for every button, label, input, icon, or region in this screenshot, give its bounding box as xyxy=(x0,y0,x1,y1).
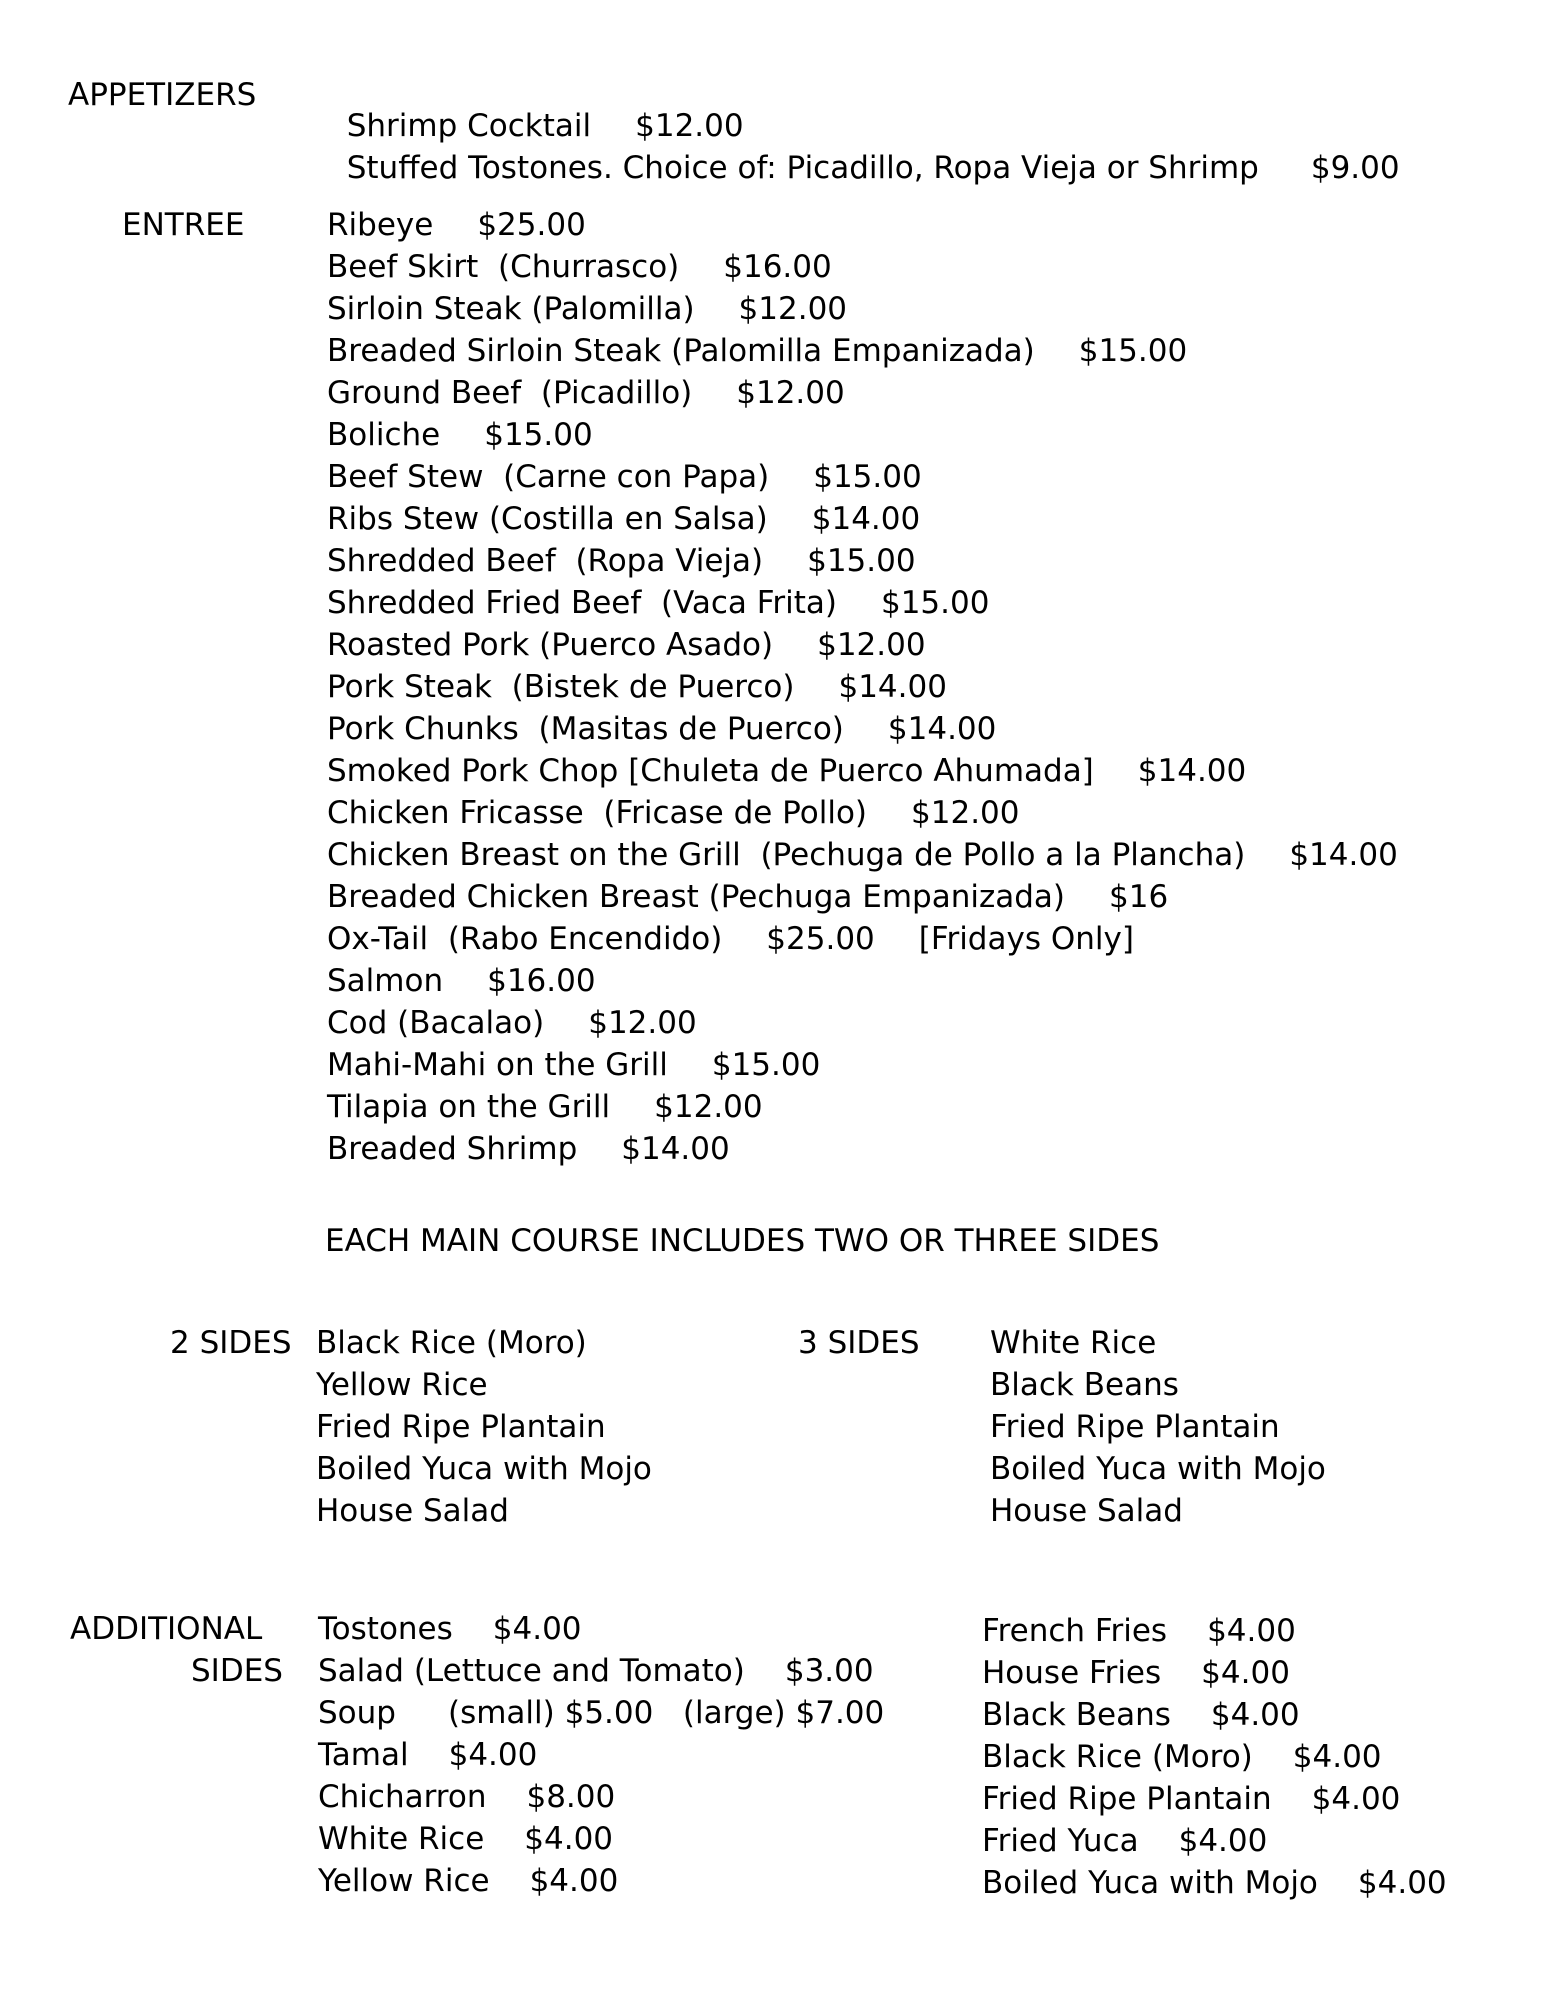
item-name: Breaded Sirloin Steak (Palomilla Empanizada) xyxy=(327,333,1035,369)
item-name: Black Beans xyxy=(982,1697,1171,1733)
item-name: Sirloin Steak (Palomilla) xyxy=(327,291,695,327)
item-name: House Salad xyxy=(316,1493,509,1529)
list-item xyxy=(327,501,921,537)
item-name: White Rice xyxy=(318,1821,485,1857)
item-name: Chicken Breast on the Grill (Pechuga de Pollo a la Plancha) xyxy=(327,837,1246,873)
list-item xyxy=(990,1325,1157,1361)
item-price: $12.00 xyxy=(738,291,848,327)
list-item xyxy=(327,837,1398,873)
item-name: Boiled Yuca with Mojo xyxy=(316,1451,652,1487)
item-price: $4.00 xyxy=(448,1737,538,1773)
two-sides-heading: 2 SIDES xyxy=(170,1325,292,1361)
item-name: Chicharron xyxy=(318,1779,487,1815)
item-name: Tamal xyxy=(318,1737,409,1773)
item-price: $16.00 xyxy=(723,249,832,285)
item-name: Ground Beef (Picadillo) xyxy=(327,375,693,411)
list-item xyxy=(318,1611,582,1647)
item-name: House Fries xyxy=(982,1655,1162,1691)
item-name: Yellow Rice xyxy=(316,1367,488,1403)
item-price: $25.00 xyxy=(766,921,875,957)
item-name: Fried Ripe Plantain xyxy=(316,1409,606,1445)
list-item xyxy=(327,1089,763,1125)
item-name: Roasted Pork (Puerco Asado) xyxy=(327,627,774,663)
item-price: $14.00 xyxy=(621,1131,730,1167)
list-item xyxy=(327,921,1134,957)
item-name: Tostones xyxy=(318,1611,453,1647)
list-item xyxy=(327,459,922,495)
list-item xyxy=(327,122,1400,184)
item-name: Tilapia on the Grill xyxy=(327,1089,611,1125)
list-item xyxy=(316,1367,488,1403)
list-item xyxy=(327,291,848,327)
list-item xyxy=(982,1739,1382,1775)
item-price: $4.00 xyxy=(1201,1655,1290,1691)
item-price: $8.00 xyxy=(526,1779,616,1815)
item-name: Soup xyxy=(318,1695,396,1731)
item-price: $15.00 xyxy=(813,459,922,495)
list-item xyxy=(318,1737,538,1773)
item-name: Yellow Rice xyxy=(318,1863,490,1899)
list-item xyxy=(318,1779,616,1815)
item-name: Smoked Pork Chop [Chuleta de Puerco Ahumada] xyxy=(327,753,1094,789)
item-price: $12.00 xyxy=(588,1005,697,1041)
list-item xyxy=(327,207,586,243)
item-name: Fried Ripe Plantain xyxy=(990,1409,1280,1445)
list-item xyxy=(327,669,947,705)
item-price: $14.00 xyxy=(811,501,921,537)
item-price: $15.00 xyxy=(880,585,990,621)
entree-heading: ENTREE xyxy=(122,207,245,243)
list-item xyxy=(327,963,596,999)
item-name: Pork Steak (Bistek de Puerco) xyxy=(327,669,795,705)
item-note: [Fridays Only] xyxy=(918,921,1134,957)
item-price: $14.00 xyxy=(1289,837,1398,873)
item-price: $12.00 xyxy=(911,795,1020,831)
list-item xyxy=(990,1367,1179,1403)
item-name: Breaded Shrimp xyxy=(327,1131,578,1167)
list-item xyxy=(327,333,1188,369)
three-sides-heading: 3 SIDES xyxy=(798,1325,920,1361)
item-price: $4.00 xyxy=(1207,1613,1296,1649)
list-item xyxy=(318,1695,885,1731)
list-item xyxy=(327,711,997,747)
list-item xyxy=(990,1451,1326,1487)
item-price: $14.00 xyxy=(838,669,947,705)
list-item xyxy=(982,1697,1300,1733)
item-name: White Rice xyxy=(990,1325,1157,1361)
item-price: $4.00 xyxy=(1210,1697,1300,1733)
item-name: Fried Yuca xyxy=(982,1823,1139,1859)
list-item xyxy=(327,753,1247,789)
list-item xyxy=(327,249,832,285)
list-item xyxy=(327,879,1169,915)
item-price: $15.00 xyxy=(711,1047,821,1083)
appetizers-heading: APPETIZERS xyxy=(68,77,257,113)
item-name: Boiled Yuca with Mojo xyxy=(982,1865,1318,1901)
list-item xyxy=(318,1653,874,1689)
item-name: Cod (Bacalao) xyxy=(327,1005,545,1041)
item-price: $12.00 xyxy=(654,1089,763,1125)
item-price: $14.00 xyxy=(887,711,997,747)
list-item xyxy=(316,1409,606,1445)
list-item xyxy=(327,543,916,579)
item-name: Ox-Tail (Rabo Encendido) xyxy=(327,921,723,957)
item-price: $4.00 xyxy=(1178,1823,1268,1859)
item-price: $15.00 xyxy=(484,417,593,453)
item-price: (small) $5.00 (large) $7.00 xyxy=(447,1695,885,1731)
item-price: $14.00 xyxy=(1137,753,1247,789)
item-price: $4.00 xyxy=(492,1611,582,1647)
item-price: $15.00 xyxy=(807,543,916,579)
list-item xyxy=(327,1131,730,1167)
list-item xyxy=(316,1325,587,1361)
item-price: $25.00 xyxy=(477,207,586,243)
item-name: Ribs Stew (Costilla en Salsa) xyxy=(327,501,768,537)
list-item xyxy=(982,1823,1268,1859)
sides-note: EACH MAIN COURSE INCLUDES TWO OR THREE SIDES xyxy=(325,1223,1160,1259)
item-name: Shredded Beef (Ropa Vieja) xyxy=(327,543,764,579)
item-name: Beef Stew (Carne con Papa) xyxy=(327,459,770,495)
item-price: $4.00 xyxy=(1292,1739,1382,1775)
list-item xyxy=(982,1781,1401,1817)
item-price: $12.00 xyxy=(635,108,744,144)
item-name: French Fries xyxy=(982,1613,1168,1649)
list-item xyxy=(982,1613,1296,1649)
item-price: $16 xyxy=(1109,879,1169,915)
item-name: Salmon xyxy=(327,963,444,999)
item-name: Salad (Lettuce and Tomato) xyxy=(318,1653,745,1689)
item-name: Pork Chunks (Masitas de Puerco) xyxy=(327,711,844,747)
item-name: Shredded Fried Beef (Vaca Frita) xyxy=(327,585,837,621)
item-name: Boiled Yuca with Mojo xyxy=(990,1451,1326,1487)
additional-heading-line1: ADDITIONAL xyxy=(70,1611,263,1647)
item-name: Shrimp Cocktail xyxy=(346,108,592,144)
list-item xyxy=(327,1005,697,1041)
item-price: $9.00 xyxy=(1310,150,1400,186)
item-name: Black Rice (Moro) xyxy=(982,1739,1253,1775)
list-item xyxy=(982,1655,1290,1691)
item-name: Chicken Fricasse (Fricase de Pollo) xyxy=(327,795,868,831)
item-price: $12.00 xyxy=(736,375,845,411)
list-item xyxy=(990,1409,1280,1445)
item-name: House Salad xyxy=(990,1493,1183,1529)
item-price: $4.00 xyxy=(1311,1781,1401,1817)
item-name: Boliche xyxy=(327,417,441,453)
list-item xyxy=(316,1451,652,1487)
list-item xyxy=(316,1493,509,1529)
list-item xyxy=(327,585,990,621)
item-name: Mahi-Mahi on the Grill xyxy=(327,1047,668,1083)
item-price: $3.00 xyxy=(784,1653,874,1689)
item-price: $15.00 xyxy=(1078,333,1188,369)
list-item xyxy=(990,1493,1183,1529)
list-item xyxy=(327,627,926,663)
item-name: Stuffed Tostones. Choice of: Picadillo, Ropa Vieja or Shrimp xyxy=(346,150,1259,186)
list-item xyxy=(327,1047,821,1083)
list-item xyxy=(327,795,1020,831)
item-name: Black Rice (Moro) xyxy=(316,1325,587,1361)
item-name: Beef Skirt (Churrasco) xyxy=(327,249,680,285)
list-item xyxy=(982,1865,1447,1901)
item-price: $12.00 xyxy=(817,627,926,663)
list-item xyxy=(318,1863,619,1899)
list-item xyxy=(318,1821,614,1857)
item-name: Ribeye xyxy=(327,207,434,243)
list-item xyxy=(327,375,845,411)
item-name: Breaded Chicken Breast (Pechuga Empanizada) xyxy=(327,879,1065,915)
item-price: $4.00 xyxy=(1357,1865,1447,1901)
item-name: Fried Ripe Plantain xyxy=(982,1781,1272,1817)
list-item xyxy=(327,417,593,453)
item-price: $4.00 xyxy=(524,1821,614,1857)
item-price: $16.00 xyxy=(487,963,596,999)
item-name: Black Beans xyxy=(990,1367,1179,1403)
item-price: $4.00 xyxy=(529,1863,619,1899)
additional-heading-line2: SIDES xyxy=(191,1653,283,1689)
